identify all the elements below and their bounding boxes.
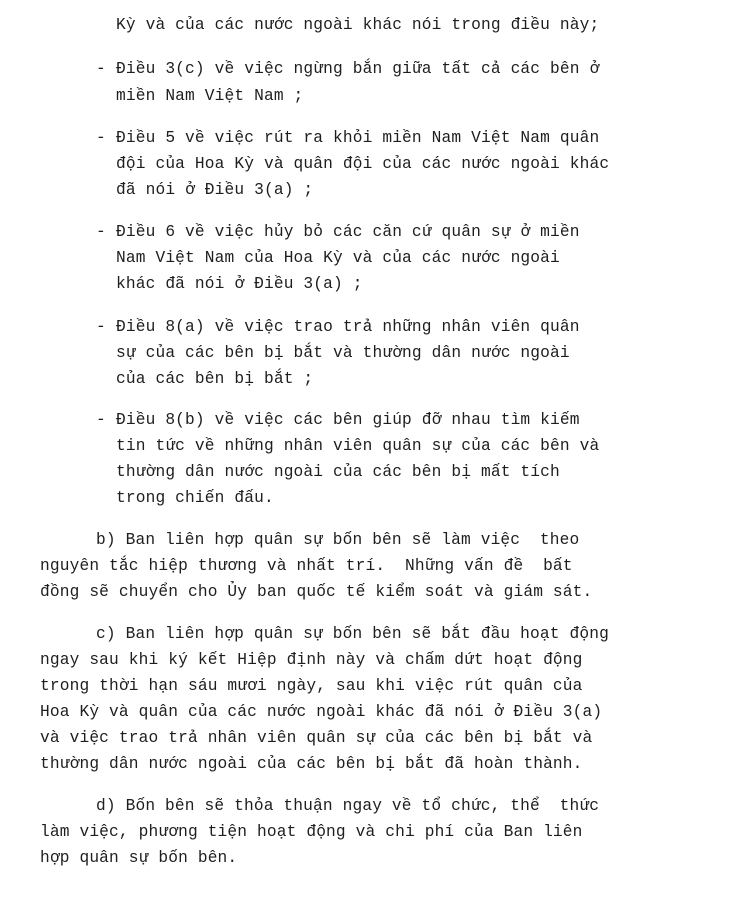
paragraph-line: Hoa Kỳ và quân của các nước ngoài khác đã nói ở Điều 3(a) <box>40 703 603 721</box>
bullet-line: Điều 8(a) về việc trao trả những nhân viên quân <box>116 318 580 336</box>
paragraph-line: nguyên tắc hiệp thương và nhất trí. Những vấn đề bất <box>40 557 573 575</box>
paragraph-line: hợp quân sự bốn bên. <box>40 849 238 867</box>
bullet-line: miền Nam Việt Nam ; <box>116 87 304 105</box>
bullet-line: của các bên bị bắt ; <box>116 370 314 388</box>
paragraph-line: d) Bốn bên sẽ thỏa thuận ngay về tổ chức, thể thức <box>96 797 600 815</box>
paragraph-line: b) Ban liên hợp quân sự bốn bên sẽ làm việc theo <box>96 531 580 549</box>
bullet-line: trong chiến đấu. <box>116 489 274 507</box>
bullet-dash: - <box>96 411 106 429</box>
bullet-line: đã nói ở Điều 3(a) ; <box>116 181 314 199</box>
paragraph-line: và việc trao trả nhân viên quân sự của các bên bị bắt và <box>40 729 593 747</box>
intro-line: Kỳ và của các nước ngoài khác nói trong điều này; <box>116 16 600 34</box>
bullet-dash: - <box>96 223 106 241</box>
bullet-line: Điều 8(b) về việc các bên giúp đỡ nhau tìm kiếm <box>116 411 580 429</box>
bullet-line: Điều 6 về việc hủy bỏ các căn cứ quân sự ở miền <box>116 223 580 241</box>
bullet-dash: - <box>96 318 106 336</box>
bullet-line: khác đã nói ở Điều 3(a) ; <box>116 275 363 293</box>
paragraph-line: thường dân nước ngoài của các bên bị bắt đã hoàn thành. <box>40 755 583 773</box>
bullet-dash: - <box>96 129 106 147</box>
bullet-line: Điều 3(c) về việc ngừng bắn giữa tất cả các bên ở <box>116 60 600 78</box>
paragraph-line: trong thời hạn sáu mươi ngày, sau khi việc rút quân của <box>40 677 583 695</box>
paragraph-line: ngay sau khi ký kết Hiệp định này và chấm dứt hoạt động <box>40 651 583 669</box>
bullet-line: đội của Hoa Kỳ và quân đội của các nước ngoài khác <box>116 155 610 173</box>
bullet-line: thường dân nước ngoài của các bên bị mất tích <box>116 463 560 481</box>
bullet-dash: - <box>96 60 106 78</box>
paragraph-line: c) Ban liên hợp quân sự bốn bên sẽ bắt đầu hoạt động <box>96 625 609 643</box>
bullet-line: Điều 5 về việc rút ra khỏi miền Nam Việt Nam quân <box>116 129 600 147</box>
bullet-line: sự của các bên bị bắt và thường dân nước ngoài <box>116 344 570 362</box>
paragraph-line: làm việc, phương tiện hoạt động và chi phí của Ban liên <box>40 823 583 841</box>
bullet-line: tin tức về những nhân viên quân sự của các bên và <box>116 437 600 455</box>
bullet-line: Nam Việt Nam của Hoa Kỳ và của các nước ngoài <box>116 249 560 267</box>
paragraph-line: đồng sẽ chuyển cho Ủy ban quốc tế kiểm soát và giám sát. <box>40 583 593 601</box>
